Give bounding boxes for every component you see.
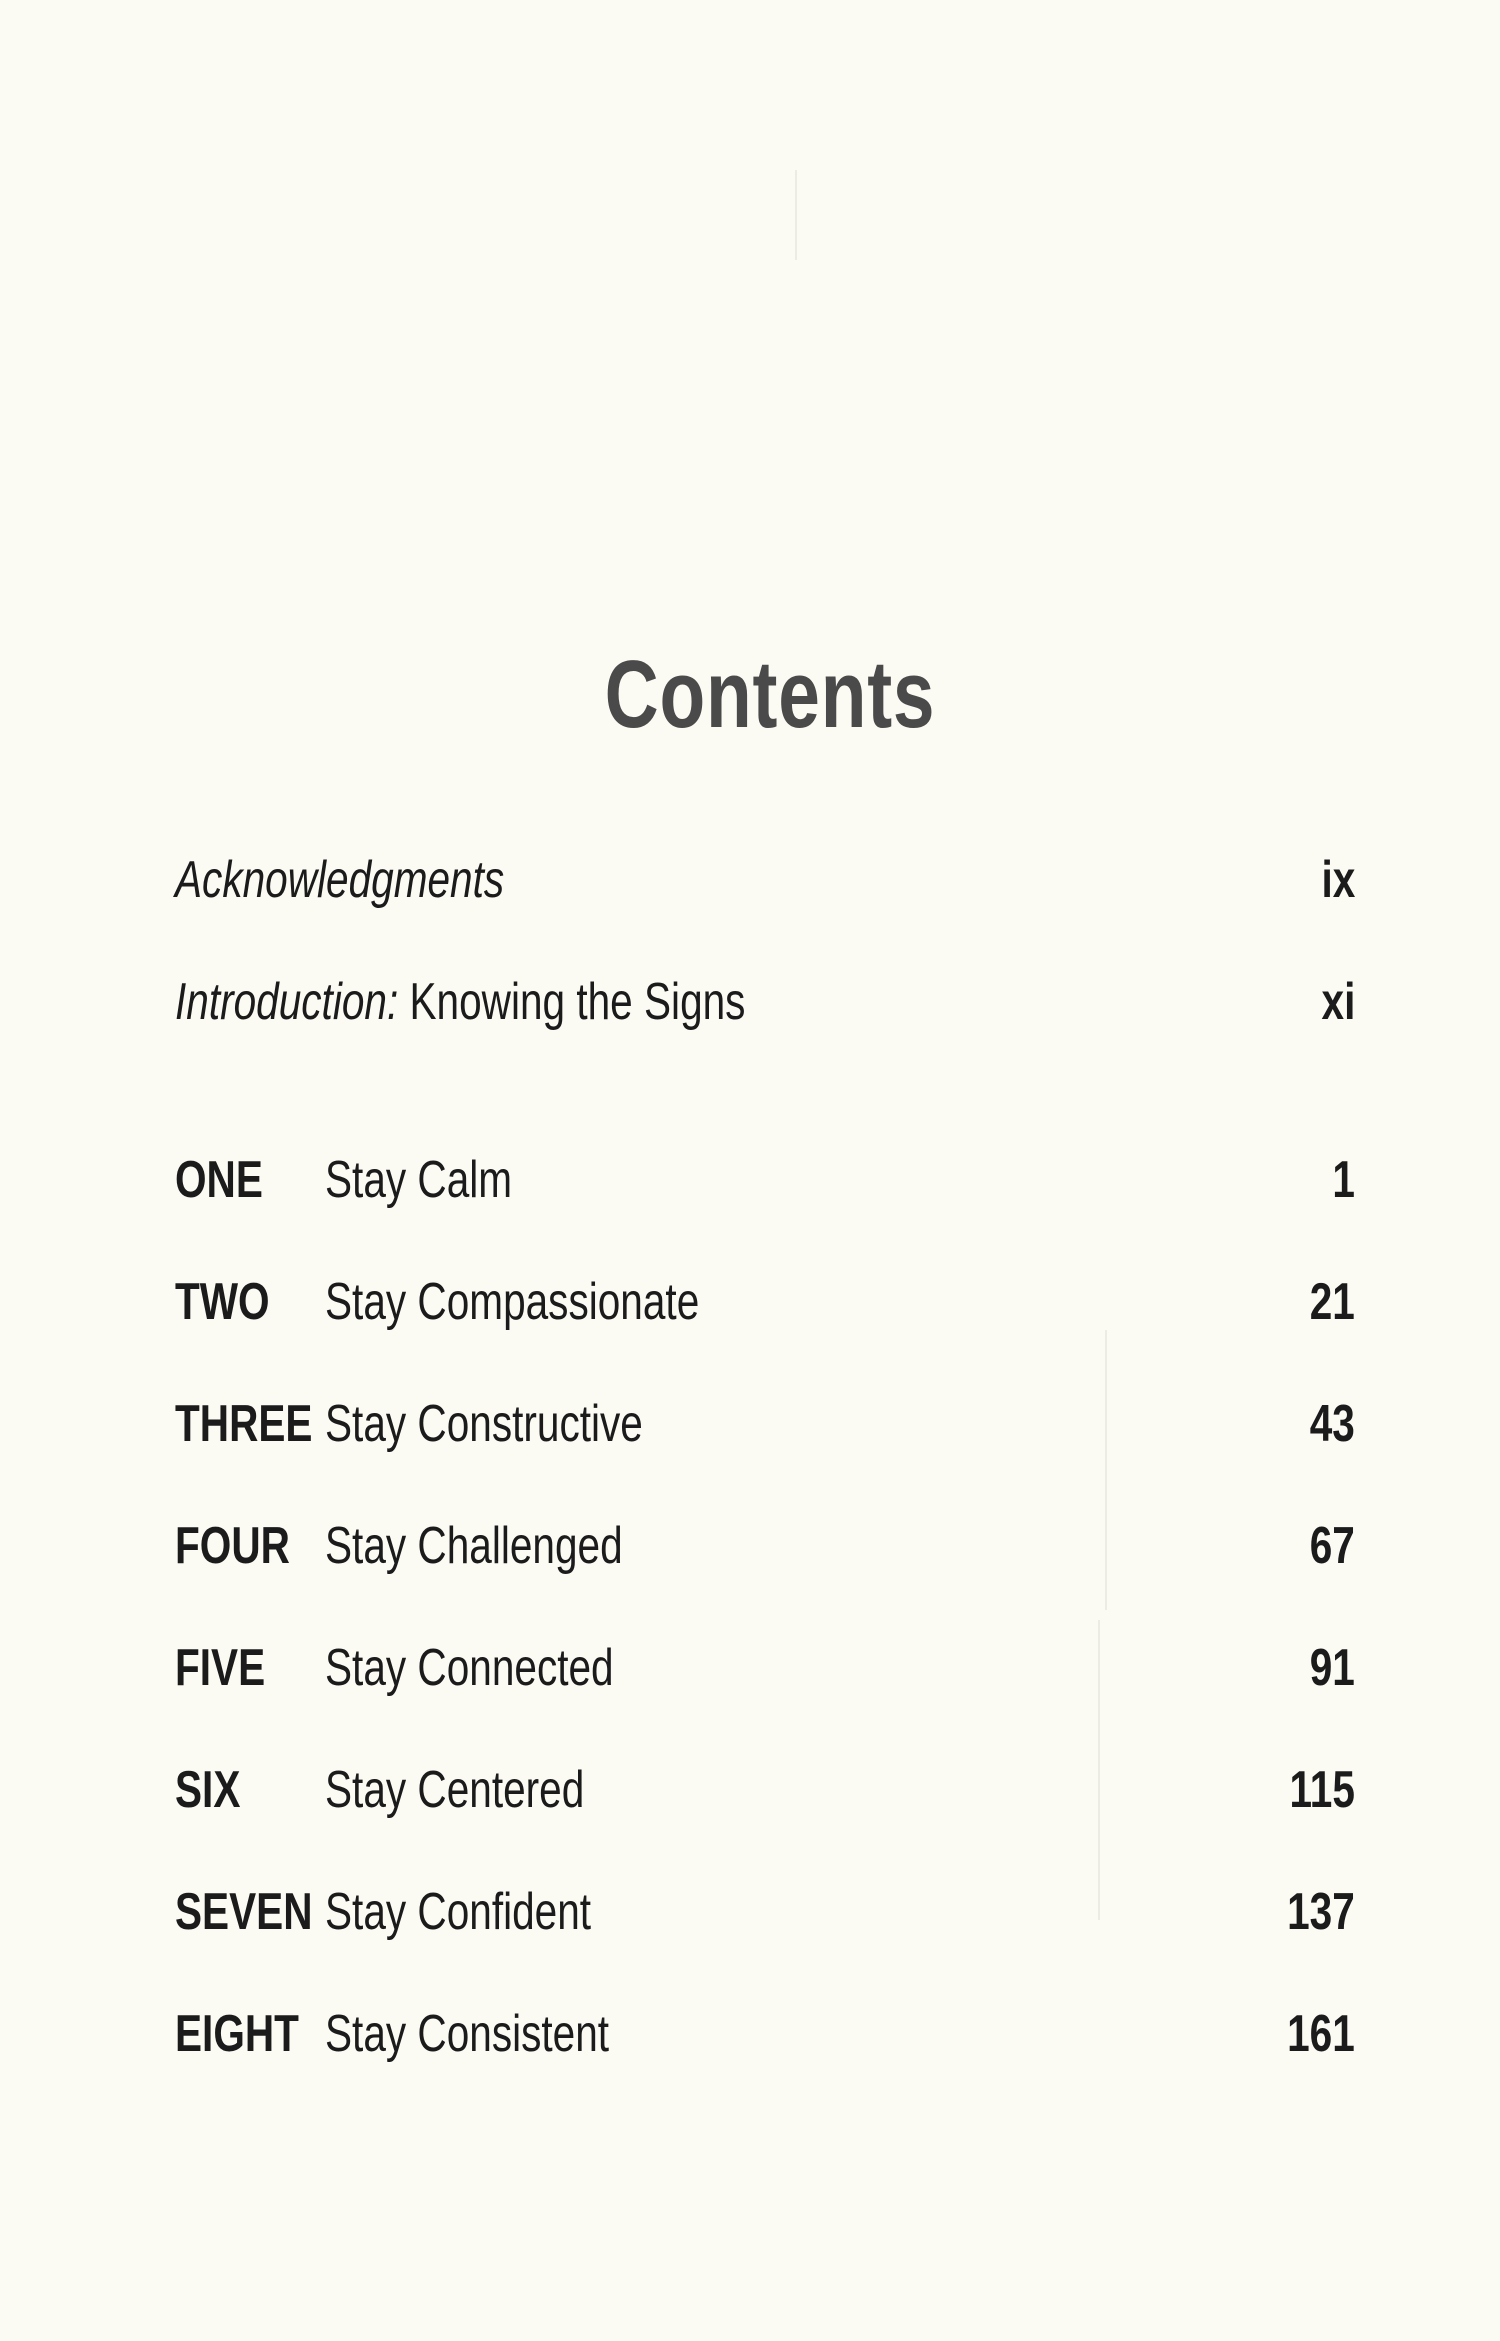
chapter-number: SEVEN — [175, 1883, 313, 1941]
chapter-page-number: 67 — [1309, 1517, 1355, 1575]
chapter-number: EIGHT — [175, 2005, 299, 2063]
chapter-number: SIX — [175, 1761, 241, 1819]
chapter-page-number: 161 — [1287, 2005, 1355, 2063]
scan-mark — [795, 170, 797, 260]
chapter-title: Stay Centered — [325, 1761, 585, 1819]
chapter-title: Stay Constructive — [325, 1395, 643, 1453]
toc-entry-chapter[interactable] — [175, 1755, 1355, 1825]
toc-entry-chapter[interactable] — [175, 1633, 1355, 1703]
toc-entry-chapter[interactable] — [175, 1389, 1355, 1459]
chapter-page-number: 137 — [1287, 1883, 1355, 1941]
toc-entry-introduction[interactable] — [175, 967, 1355, 1037]
chapter-page-number: 43 — [1309, 1395, 1355, 1453]
toc-entry-chapter[interactable] — [175, 1511, 1355, 1581]
entry-label — [175, 845, 504, 915]
chapter-title: Stay Challenged — [325, 1517, 623, 1575]
chapter-page-number: 21 — [1309, 1273, 1355, 1331]
chapter-page-number: 91 — [1309, 1639, 1355, 1697]
chapter-title: Stay Confident — [325, 1883, 592, 1941]
chapter-number: THREE — [175, 1395, 313, 1453]
toc-entry-chapter[interactable] — [175, 1999, 1355, 2069]
chapter-title: Stay Consistent — [325, 2005, 610, 2063]
chapter-title: Stay Compassionate — [325, 1273, 700, 1331]
toc-entry-chapter[interactable] — [175, 1267, 1355, 1337]
page-title: Contents — [604, 641, 936, 748]
entry-label-rest: Knowing the Signs — [398, 973, 746, 1031]
toc-entry-acknowledgments[interactable] — [175, 845, 1355, 915]
entry-label-italic: Acknowledgments — [175, 851, 505, 909]
toc-entry-chapter[interactable] — [175, 1145, 1355, 1215]
chapter-page-number: 1 — [1332, 1151, 1355, 1209]
chapter-number: FIVE — [175, 1639, 266, 1697]
entry-page-number: xi — [1321, 973, 1355, 1031]
chapter-number: TWO — [175, 1273, 270, 1331]
entry-label — [175, 967, 745, 1037]
toc-entry-chapter[interactable] — [175, 1877, 1355, 1947]
chapter-number: ONE — [175, 1151, 263, 1209]
chapter-title: Stay Calm — [325, 1151, 513, 1209]
entry-page-number: ix — [1321, 851, 1355, 909]
chapter-page-number: 115 — [1289, 1761, 1355, 1819]
chapter-title: Stay Connected — [325, 1639, 614, 1697]
chapter-number: FOUR — [175, 1517, 290, 1575]
entry-label-italic: Introduction: — [175, 973, 399, 1031]
